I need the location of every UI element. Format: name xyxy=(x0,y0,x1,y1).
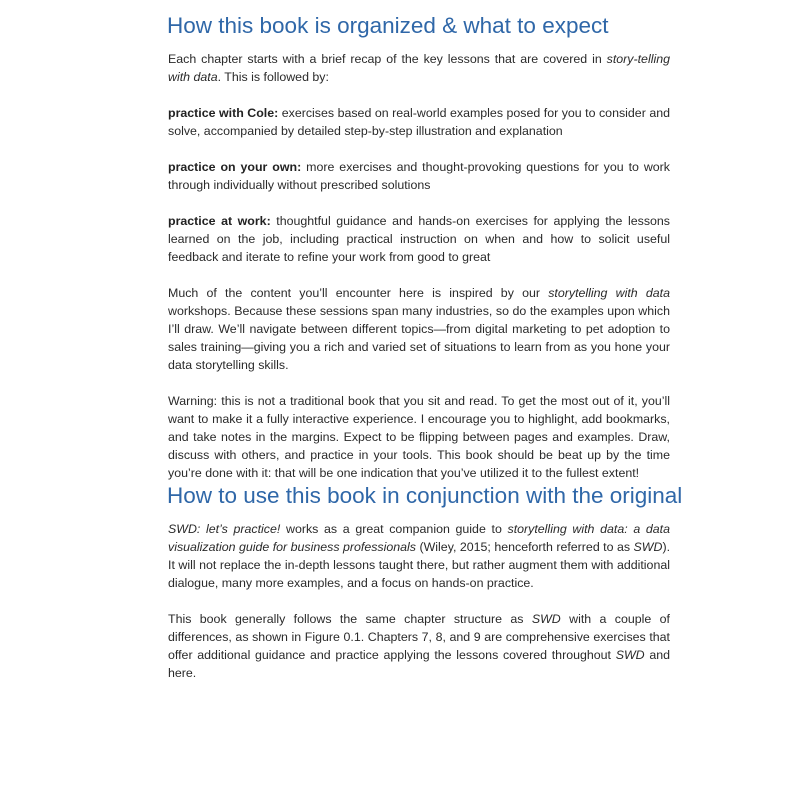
item-practice-at-work: practice at work: thoughtful guidance and hands-on exercises for applying the lessons learned on the job, including practical instruction on when and how to solicit useful feedback and iterate to refine your work from good to great xyxy=(168,214,670,264)
document-page xyxy=(167,12,683,682)
item-lead: practice with Cole: xyxy=(168,106,279,120)
content-paragraph: Much of the content you’ll encounter here is inspired by our storytelling with data workshops. Because these sessions span many industries, so do the examples upon which I’ll draw. We’ll navigate between different topics—from digital marketing to pet adoption to sales training—giving you a rich and varied set of situations to learn from as you hone your data storytelling skills. xyxy=(168,286,670,372)
item-lead: practice at work: xyxy=(168,214,271,228)
section-heading-conjunction: How to use this book in conjunction with the original xyxy=(167,483,683,508)
warning-paragraph: Warning: this is not a traditional book that you sit and read. To get the most out of it, you’ll want to make it a fully interactive experience. I encourage you to highlight, add bookmarks, and take notes in the margins. Expect to be flipping between pages and examples. Draw, discuss with others, and practice in your tools. This book should be beat up by the time you’re done with it: that will be one indication that you’ve utilized it to the fullest extent! xyxy=(168,394,670,480)
intro-paragraph: Each chapter starts with a brief recap of the key lessons that are covered in story-telling with data. This is followed by: xyxy=(168,52,670,84)
item-lead: practice on your own: xyxy=(168,160,302,174)
item-practice-with-cole: practice with Cole: exercises based on real-world examples posed for you to consider and solve, accompanied by detailed step-by-step illustration and explanation xyxy=(168,106,670,138)
structure-paragraph: This book generally follows the same chapter structure as SWD with a couple of differences, as shown in Figure 0.1. Chapters 7, 8, and 9 are comprehensive exercises that offer additional guidance and practice applying the lessons covered throughout SWD and here. xyxy=(168,612,670,680)
item-practice-on-your-own: practice on your own: more exercises and thought-provoking questions for you to work through individually without prescribed solutions xyxy=(168,160,670,192)
companion-paragraph: SWD: let’s practice! works as a great companion guide to storytelling with data: a data visualization guide for business professionals (Wiley, 2015; henceforth referred to as SWD). It will not replace the in-depth lessons taught there, but rather augment them with additional dialogue, many more examples, and a focus on hands-on practice. xyxy=(168,522,671,590)
section-heading-organization: How this book is organized & what to expect xyxy=(167,13,609,38)
